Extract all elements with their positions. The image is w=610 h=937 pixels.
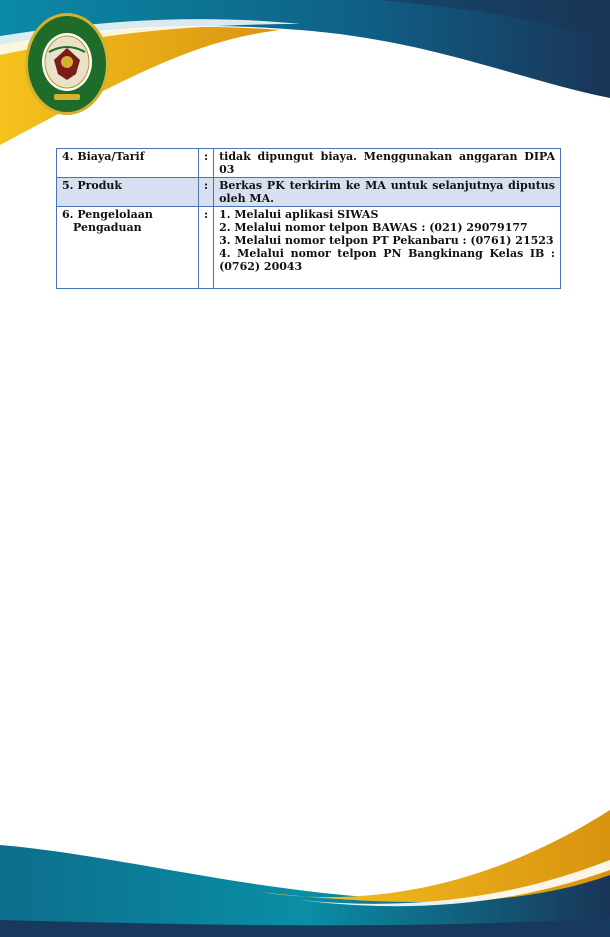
- row-colon: :: [199, 178, 214, 207]
- table-row-biaya: [57, 149, 561, 178]
- complaint-item: 1. Melalui aplikasi SIWAS: [219, 208, 379, 221]
- table-row-produk: [57, 178, 561, 207]
- complaint-item: 3. Melalui nomor telpon PT Pekanbaru : (0761) 21523: [219, 234, 554, 247]
- row-label: 5. Produk: [57, 178, 199, 207]
- table-row-pengaduan: [57, 207, 561, 289]
- court-logo-emblem: [24, 12, 110, 116]
- row-value: Berkas PK terkirim ke MA untuk selanjutnya diputus oleh MA.: [214, 178, 561, 207]
- row-label-line2: Pengaduan: [73, 221, 142, 234]
- row-label-line1: 6. Pengelolaan: [62, 208, 153, 221]
- row-value: [214, 207, 561, 289]
- row-label: [57, 207, 199, 289]
- row-colon: :: [199, 149, 214, 178]
- complaint-item: 2. Melalui nomor telpon BAWAS : (021) 29079177: [219, 221, 528, 234]
- footer-decoration: [0, 800, 610, 937]
- service-info-table: [56, 148, 561, 289]
- row-colon: :: [199, 207, 214, 289]
- row-value: tidak dipungut biaya. Menggunakan anggaran DIPA 03: [214, 149, 561, 178]
- complaint-item: 4. Melalui nomor telpon PN Bangkinang Kelas IB : (0762) 20043: [219, 247, 555, 273]
- row-label: 4. Biaya/Tarif: [57, 149, 199, 178]
